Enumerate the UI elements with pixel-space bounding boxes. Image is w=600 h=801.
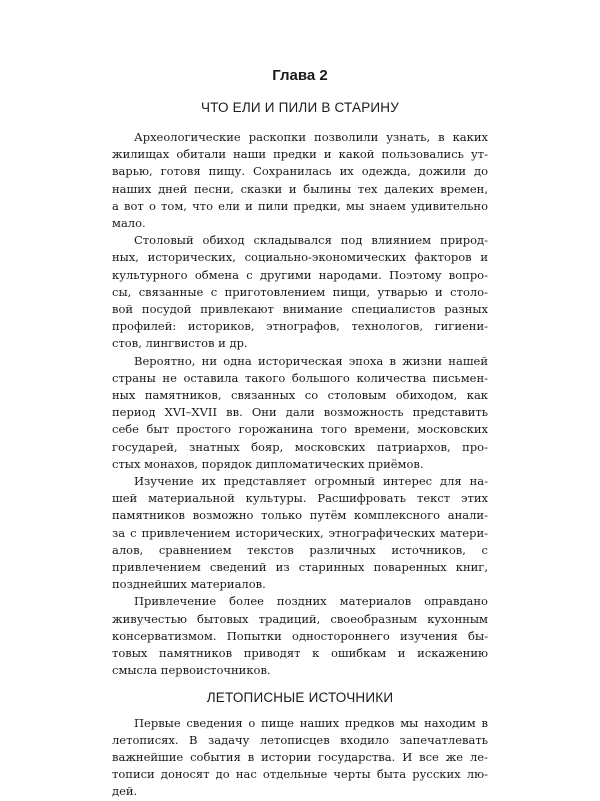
paragraph	[112, 473, 488, 593]
paragraph-line: варью, готовя пищу. Сохранилась их одежда, дожили до	[112, 164, 488, 179]
paragraph-line: наших дней песни, сказки и былины тех далеких времен,	[112, 181, 488, 196]
paragraph-line: ных памятников, связанных со столовым обиходом, как	[112, 388, 488, 403]
paragraph-line: ных, исторических, социально-экономических факторов и	[112, 250, 488, 265]
paragraph-line: вой посудой привлекают внимание специалистов разных	[112, 302, 488, 317]
book-page	[112, 66, 488, 801]
paragraph-line: себе быт простого горожанина того времени, московских	[112, 422, 488, 437]
paragraph-line: консерватизмом. Попытки одностороннего изучения бы-	[112, 628, 488, 643]
paragraph-line: стых монахов, порядок дипломатических приёмов.	[112, 456, 424, 471]
paragraph-line: сы, связанные с приготовлением пищи, утварью и столо-	[112, 284, 488, 299]
paragraph-line: культурного обмена с другими народами. Поэтому вопро-	[112, 267, 488, 282]
paragraph-line: шей материальной культуры. Расшифровать текст этих	[112, 491, 488, 506]
paragraph-line: привлечением сведений из старинных поваренных книг,	[112, 560, 488, 575]
paragraph-line: за с привлечением исторических, этнографических матери-	[112, 525, 488, 540]
paragraph	[112, 129, 488, 232]
paragraph	[112, 715, 488, 801]
section-body	[112, 715, 488, 801]
paragraph-line: а вот о том, что ели и пили предки, мы знаем удивительно	[112, 198, 488, 213]
paragraph-line: профилей: историков, этнографов, технологов, гигиени-	[112, 319, 488, 334]
paragraph	[112, 353, 488, 473]
paragraph-line: мало.	[112, 216, 146, 231]
paragraph-line: стов, лингвистов и др.	[112, 336, 248, 351]
paragraph-line: смысла первоисточников.	[112, 663, 271, 678]
paragraph-line: жилищах обитали наши предки и какой пользовались ут-	[112, 147, 488, 162]
paragraph-line: живучестью бытовых традиций, своеобразным кухонным	[112, 611, 488, 626]
paragraph-line: тописи доносят до нас отдельные черты быта русских лю-	[112, 767, 488, 782]
paragraph-line: дей.	[112, 784, 138, 799]
chapter-label: Глава 2	[272, 67, 328, 84]
paragraph-line: период XVI–XVII вв. Они дали возможность представить	[112, 405, 488, 420]
paragraph-line: позднейших материалов.	[112, 577, 266, 592]
paragraph-line: Первые сведения о пище наших предков мы находим в	[134, 715, 488, 730]
paragraph-line: алов, сравнением текстов различных источников, с	[112, 542, 488, 557]
chapter-title: ЧТО ЕЛИ И ПИЛИ В СТАРИНУ	[200, 100, 400, 115]
paragraph-line: государей, знатных бояр, московских патриархов, про-	[112, 439, 488, 454]
paragraph-line: Привлечение более поздних материалов оправдано	[134, 594, 488, 609]
paragraph-line: Изучение их представляет огромный интерес для на-	[134, 474, 488, 489]
paragraph	[112, 232, 488, 352]
paragraph	[112, 593, 488, 679]
paragraph-line: товых памятников приводят к ошибкам и искажению	[112, 646, 488, 661]
section-title: ЛЕТОПИСНЫЕ ИСТОЧНИКИ	[206, 689, 394, 705]
paragraph-line: памятников возможно только путём комплексного анали-	[112, 508, 488, 523]
paragraph-line: страны не оставила такого большого количества письмен-	[112, 370, 488, 385]
paragraph-line: Вероятно, ни одна историческая эпоха в жизни нашей	[134, 353, 488, 368]
paragraph-line: летописях. В задачу летописцев входило запечатлевать	[112, 732, 488, 747]
paragraph-line: важнейшие события в истории государства. И все же ле-	[112, 749, 488, 764]
paragraph-line: Археологические раскопки позволили узнать, в каких	[134, 130, 488, 144]
paragraph-line: Столовый обиход складывался под влиянием природ-	[134, 233, 488, 248]
chapter-body	[112, 129, 488, 680]
